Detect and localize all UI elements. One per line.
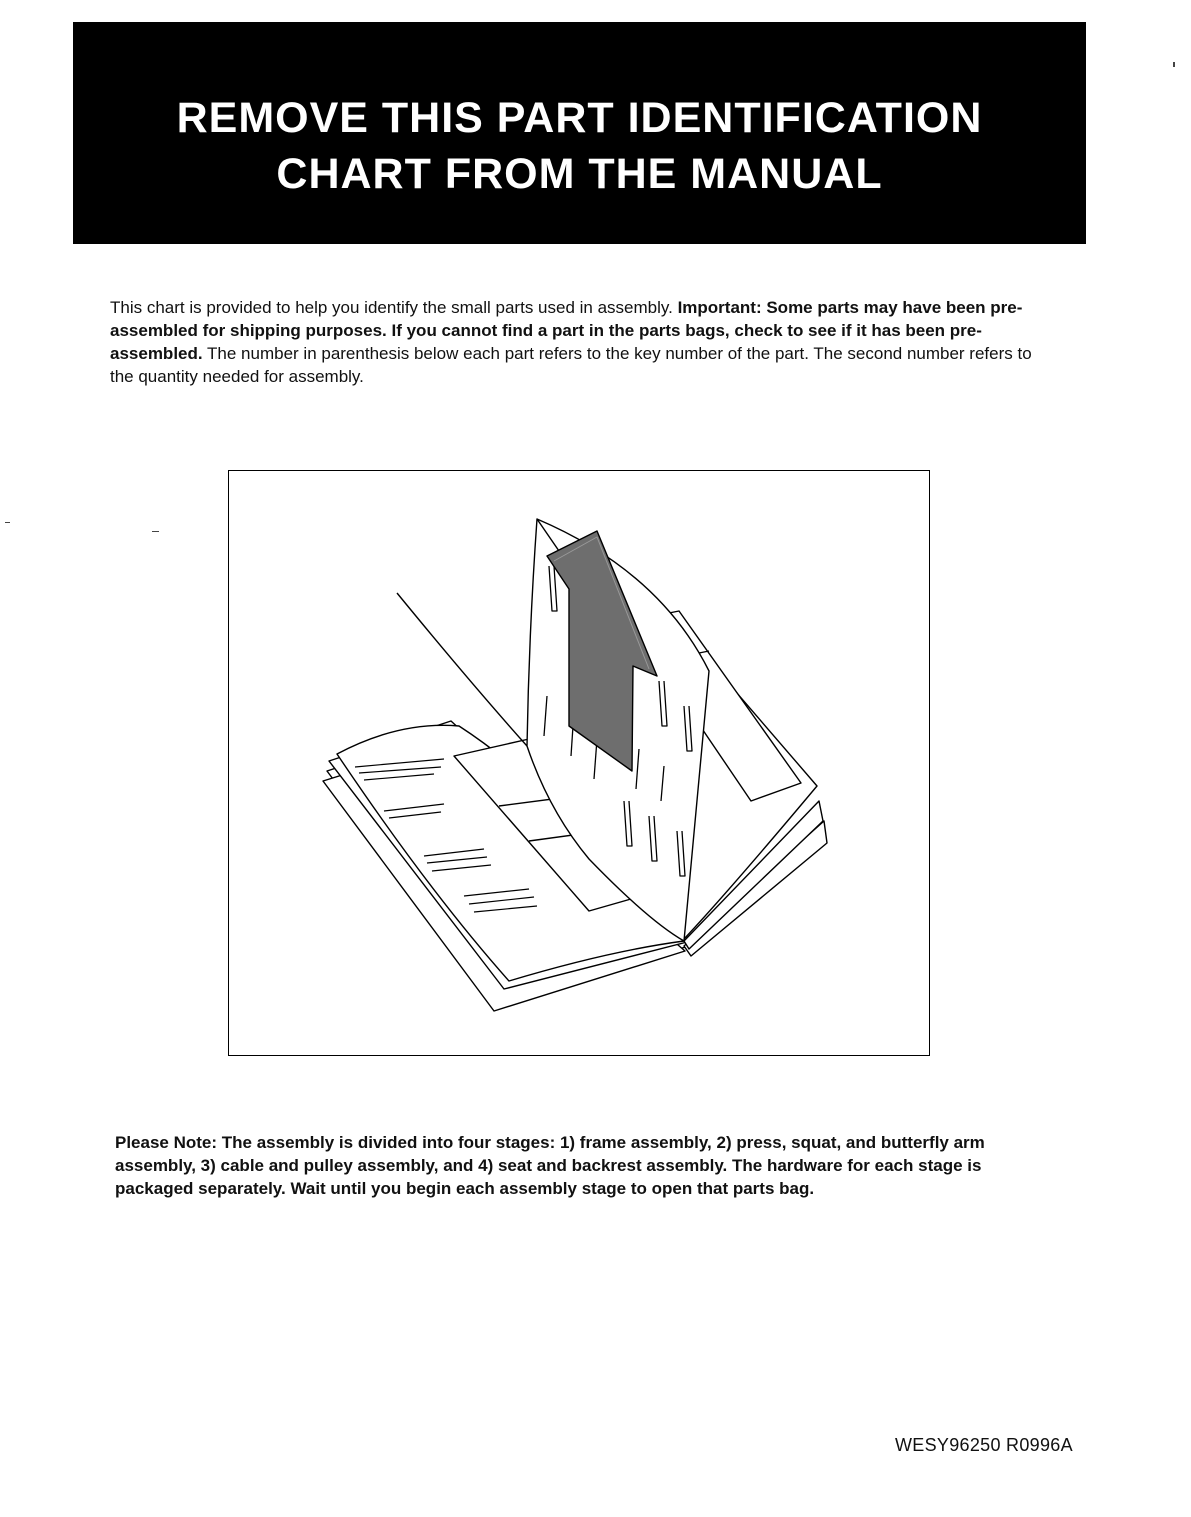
assembly-note: Please Note: The assembly is divided into four stages: 1) frame assembly, 2) press, squat, and butterfly arm assembly, 3) cable and pulley assembly, and 4) seat and backrest assembly. The hardware for each stage is packaged separately. Wait until you begin each assembly stage to open that parts bag. [115, 1133, 985, 1198]
document-code: WESY96250 R0996A [895, 1435, 1073, 1455]
banner-title-line-1: REMOVE THIS PART IDENTIFICATION [176, 94, 983, 142]
scan-mark [152, 531, 159, 532]
header-banner [73, 22, 1086, 244]
intro-paragraph [110, 296, 1050, 388]
scan-mark [1173, 62, 1175, 67]
open-manual-removal-icon [229, 471, 931, 1057]
banner-title-line-2: CHART FROM THE MANUAL [276, 150, 883, 198]
intro-text-2: The number in parenthesis below each part refers to the key number of the part. The second number refers to the quantity needed for assembly. [110, 344, 1032, 386]
illustration-frame [228, 470, 930, 1056]
intro-text-1: This chart is provided to help you identify the small parts used in assembly. [110, 298, 673, 317]
intro-important-text: Important: Some parts may have been pre-assembled for shipping purposes. If you cannot find a part in the parts bags, check to see if it has been pre-assembled. [110, 298, 1023, 363]
scan-mark [5, 522, 10, 523]
